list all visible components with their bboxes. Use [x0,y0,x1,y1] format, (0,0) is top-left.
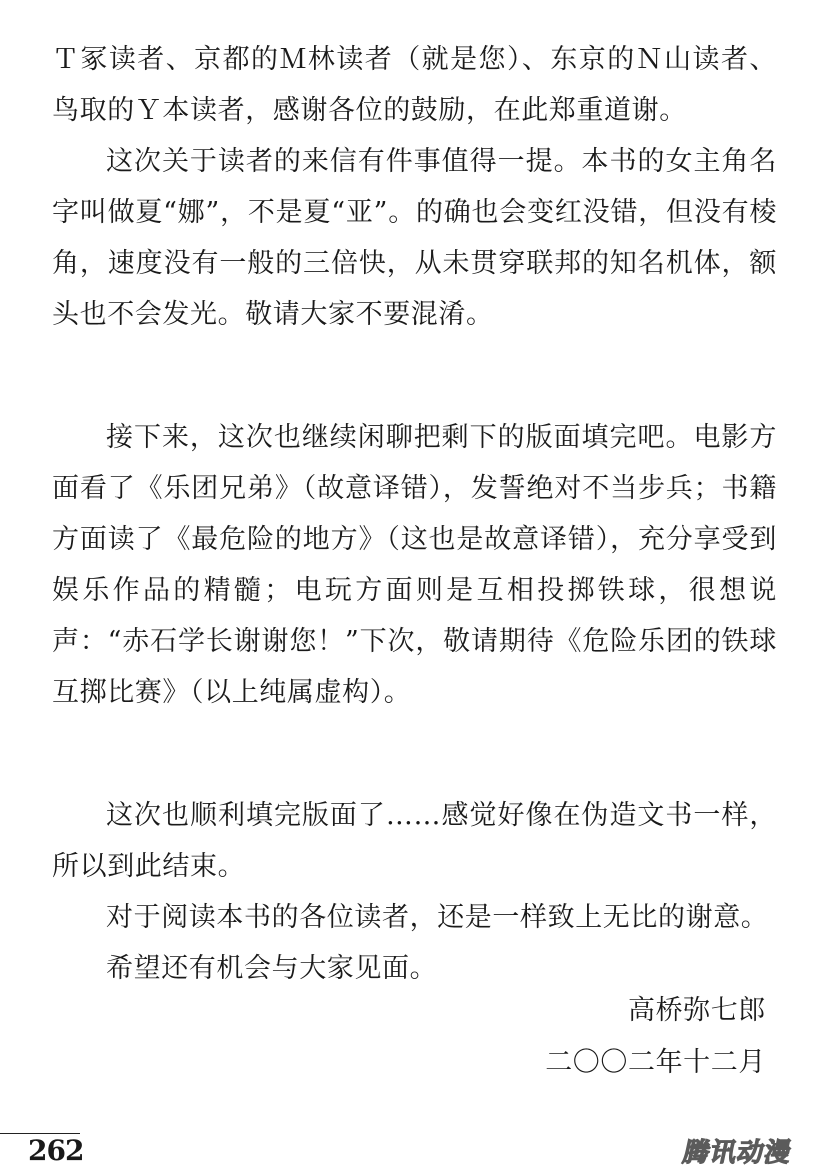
paragraph-closing: 这次也顺利填完版面了……感觉好像在伪造文书一样，所以到此结束。 [52,800,777,882]
paragraph-gratitude: 对于阅读本书的各位读者，还是一样致上无比的谢意。 [106,902,769,933]
page-number: 262 [28,1134,84,1167]
author-name: 高桥弥七郎 [628,995,766,1026]
paragraph-reader-thanks: Ｔ冢读者、京都的Ｍ林读者（就是您）、东京的Ｎ山读者、鸟取的Ｙ本读者，感谢各位的鼓励，在此郑重道谢。 [52,44,777,126]
watermark-logo: 腾讯动漫 [680,1138,795,1168]
signature-date: 二〇〇二年十二月 [545,1047,766,1078]
afterword-body [52,34,777,994]
signature-block [545,985,766,1089]
paragraph-farewell: 希望还有机会与大家见面。 [106,953,438,984]
paragraph-gap [52,340,777,412]
paragraph-heroine-name: 这次关于读者的来信有件事值得一提。本书的女主角名字叫做夏“娜”，不是夏“亚”。的确也会变红没错，但没有棱角，速度没有一般的三倍快，从未贯穿联邦的知名机体，额头也不会发光。敬请大家不要混淆。 [52,146,777,330]
paragraph-chat: 接下来，这次也继续闲聊把剩下的版面填完吧。电影方面看了《乐团兄弟》（故意译错），发誓绝对不当步兵；书籍方面读了《最危险的地方》（这也是故意译错），充分享受到娱乐作品的精髓；电玩方面则是互相投掷铁球，很想说声：“赤石学长谢谢您！”下次，敬请期待《危险乐团的铁球互掷比赛》（以上纯属虚构）。 [52,422,777,708]
paragraph-gap [52,718,777,790]
